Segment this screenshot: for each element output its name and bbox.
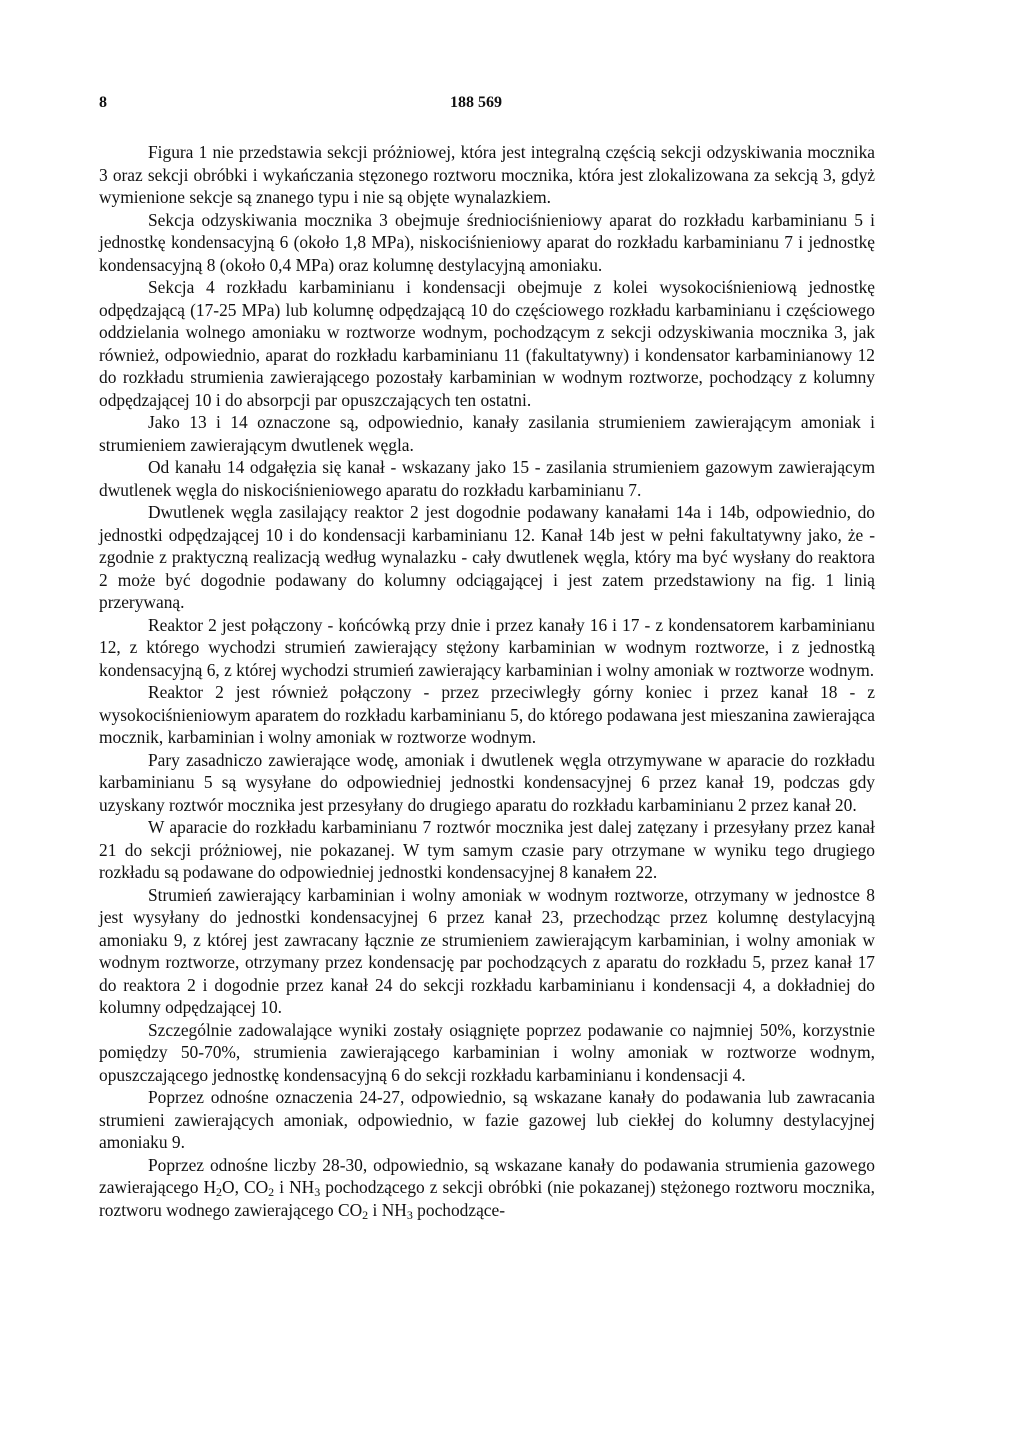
text-run: i NH [368,1199,407,1220]
paragraph: Szczególnie zadowalające wyniki zostały osiągnięte poprzez podawanie co najmniej 50%, korzystnie pomiędzy 50-70%, strumienia zawierającego karbaminian i wolny amoniak w roztworze wodnym, opuszczającego jednostkę kondensacyjną 6 do sekcji rozkładu karbaminianu i kondensacji 4. [99,1019,875,1085]
paragraph: Od kanału 14 odgałęzia się kanał - wskazany jako 15 - zasilania strumieniem gazowym zawierającym dwutlenek węgla do niskociśnieniowego aparatu do rozkładu karbaminianu 7. [99,457,875,500]
subscript: 3 [314,1185,321,1199]
paragraph: Jako 13 i 14 oznaczone są, odpowiednio, kanały zasilania strumieniem zawierającym amoniak i strumieniem zawierającym dwutlenek węgla. [99,412,875,455]
text-run: i NH [274,1177,315,1197]
text-run: Poprzez odnośne liczby 28-30, odpowiednio, są wskazane kanały do podawania strumienia gazowego zawierającego H [99,1154,875,1197]
paragraph: Sekcja odzyskiwania mocznika 3 obejmuje średniociśnieniowy aparat do rozkładu karbaminianu 5 i jednostkę kondensacyjną 6 (około 1,8 MPa), niskociśnieniowy aparat do rozkładu karbaminianu 7 i jednostkę kondensacyjną 8 (około 0,4 MPa) oraz kolumnę destylacyjną amoniaku. [99,209,875,275]
paragraph: Reaktor 2 jest również połączony - przez przeciwległy górny koniec i przez kanał 18 - z wysokociśnieniowym aparatem do rozkładu karbaminianu 5, do którego podawana jest mieszanina zawierająca mocznik, karbaminian i wolny amoniak w roztworze wodnym. [99,682,875,747]
paragraph: Sekcja 4 rozkładu karbaminianu i kondensacji obejmuje z kolei wysokociśnieniową jednostkę odpędzającą (17-25 MPa) lub kolumnę odpędzającą 10 do częściowego rozkładu karbaminianu i częściowego oddzielania wolnego amoniaku w roztworze wodnym, pochodzącym z sekcji odzyskiwania mocznika 3, jak również, odpowiednio, aparat do rozkładu karbaminianu 11 (fakultatywny) i kondensator karbaminianowy 12 do rozkładu strumienia zawierającego pozostały karbaminian w wodnym roztworze, pochodzący z kolumny odpędzającej 10 i do absorpcji par opuszczających ten ostatni. [99,277,875,410]
paragraph: Pary zasadniczo zawierające wodę, amoniak i dwutlenek węgla otrzymywane w aparacie do rozkładu karbaminianu 5 są wysyłane do odpowiedniej jednostki kondensacyjnej 6 przez kanał 19, podczas gdy uzyskany roztwór mocznika jest przesyłany do drugiego aparatu do rozkładu karbaminianu 2 przez kanał 20. [99,749,875,815]
paragraph: Figura 1 nie przedstawia sekcji próżniowej, która jest integralną częścią sekcji odzyskiwania mocznika 3 oraz sekcji obróbki i wykańczania stęzonego roztworu mocznika, która jest zlokalizowana za sekcją 3, gdyż wymienione sekcje są znanego typu i nie są objęte wynalazkiem. [99,142,875,207]
paragraph-last [99,1154,875,1222]
text-run: pochodzącego z sekcji obróbki (nie pokazanej) stężonego roztworu mocznika, roztworu wodnego zawierającego CO [99,1177,875,1220]
patent-number: 188 569 [450,94,502,111]
subscript: 3 [406,1207,413,1222]
paragraph: Reaktor 2 jest połączony - końcówką przy dnie i przez kanały 16 i 17 - z kondensatorem karbaminianu 12, z którego wychodzi strumień zawierający stężony karbaminian w wodnym roztworze, i z jednostką kondensacyjną 6, z której wychodzi strumień zawierający karbaminian i wolny amoniak w roztworze wodnym. [99,614,875,680]
paragraph: W aparacie do rozkładu karbaminianu 7 roztwór mocznika jest dalej zatęzany i przesyłany przez kanał 21 do sekcji próżniowej, nie pokazanej. W tym samym czasie pary otrzymane w wyniku tego drugiego rozkładu są podawane do odpowiedniej jednostki kondensacyjnej 8 kanałem 22. [99,817,875,882]
subscript: 2 [216,1185,223,1199]
subscript: 2 [268,1185,275,1199]
page-header [99,94,875,118]
paragraph: Dwutlenek węgla zasilający reaktor 2 jest dogodnie podawany kanałami 14a i 14b, odpowiednio, do jednostki odpędzającej 10 i do kondensacji karbaminianu 12. Kanał 14b jest w pełni fakultatywny jako, że - zgodnie z praktyczną realizacją według wynalazku - cały dwutlenek węgla, który ma być wysłany do reaktora 2 może być dogodnie podawany do kolumny odciągającej i jest zatem przedstawiony na fig. 1 linią przerywaną. [99,502,875,612]
paragraph: Poprzez odnośne oznaczenia 24-27, odpowiednio, są wskazane kanały do podawania lub zawracania strumieni zawierających amoniak, odpowiednio, w fazie gazowej lub ciekłej do kolumny destylacyjnej amoniaku 9. [99,1087,875,1152]
page-number: 8 [99,94,107,111]
text-run: O, CO [222,1177,269,1197]
subscript: 2 [362,1207,369,1222]
paragraph: Strumień zawierający karbaminian i wolny amoniak w wodnym roztworze, otrzymany w jednostce 8 jest wysyłany do jednostki kondensacyjnej 6 przez kanał 23, przechodząc przez kolumnę destylacyjną amoniaku 9, z której jest zawracany łącznie ze strumieniem zawierającym karbaminian, i wolny amoniak w wodnym roztworze, otrzymany przez kondensację par pochodzących z aparatu do rozkładu 5, przez kanał 17 do reaktora 2 i dogodnie przez kanał 24 do sekcji rozkładu karbaminianu i kondensacji 4, a dokładniej do kolumny odpędzającej 10. [99,884,875,1017]
text-run: pochodzące- [412,1199,506,1220]
body-text [99,141,875,1221]
